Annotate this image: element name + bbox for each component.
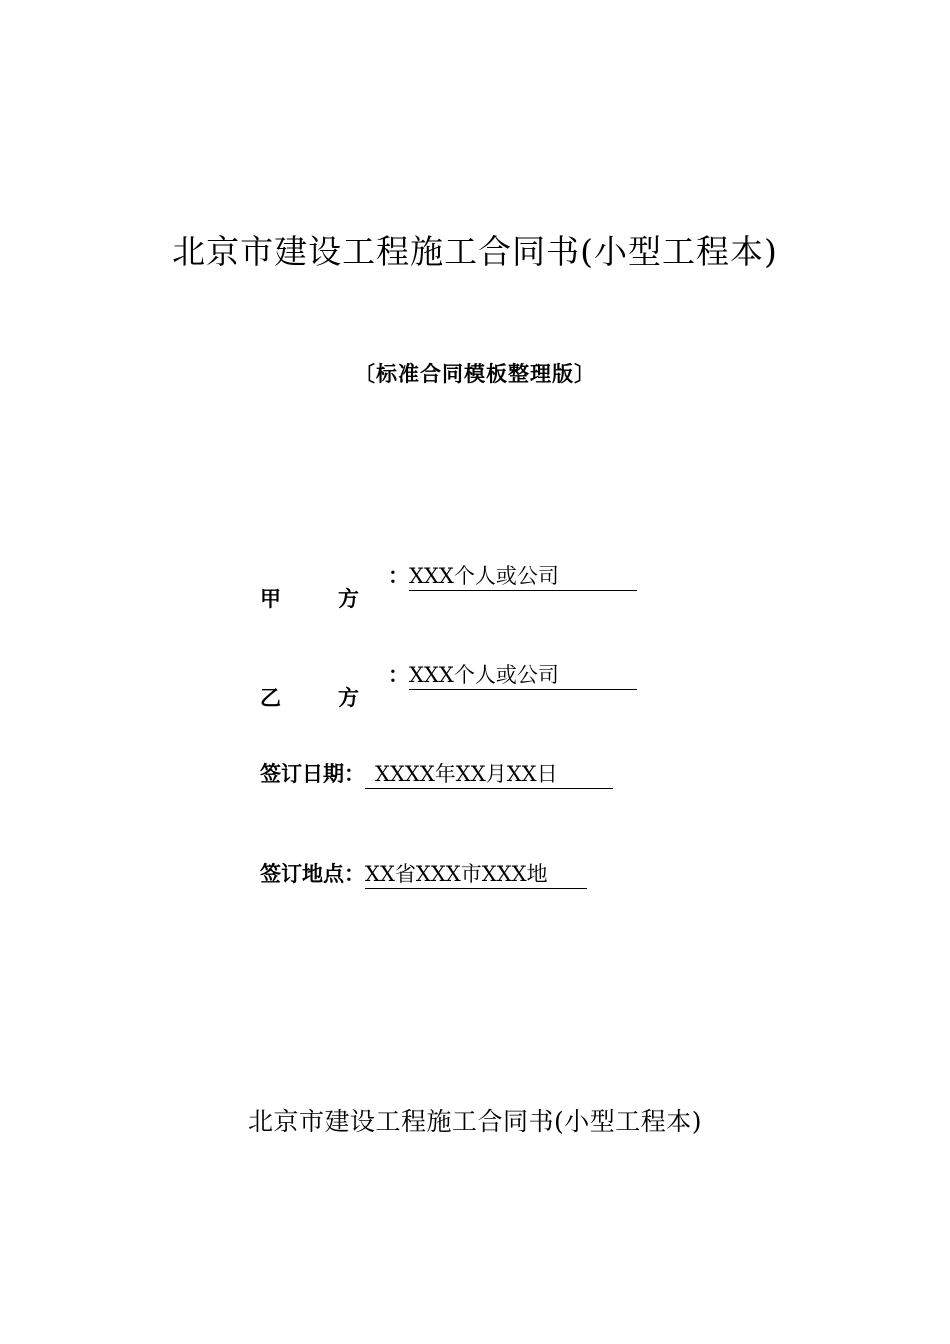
sign-date-field: [260, 758, 613, 790]
party-a-field: [260, 560, 637, 611]
sign-date-value: XXXX年XX月XX日: [365, 760, 613, 789]
party-b-label-char1: 乙: [260, 685, 281, 710]
party-a-label-char2: 方: [338, 586, 359, 611]
party-b-value: XXX个人或公司: [409, 661, 637, 690]
sign-date-colon: ：: [344, 761, 365, 786]
party-b-label-char2: 方: [338, 685, 359, 710]
sign-date-label: 签订日期: [260, 761, 344, 786]
sign-place-label: 签订地点: [260, 861, 344, 886]
party-a-value: XXX个人或公司: [409, 562, 637, 591]
party-b-field: [260, 659, 637, 710]
sign-place-value: XX省XXX市XXX地: [365, 860, 587, 889]
sign-place-colon: ：: [344, 861, 365, 886]
page-subtitle: 〔标准合同模板整理版〕: [354, 361, 596, 386]
sign-place-field: [260, 858, 587, 890]
footer-title: 北京市建设工程施工合同书(小型工程本): [247, 1107, 702, 1136]
party-a-label-char1: 甲: [260, 586, 281, 611]
party-b-colon: ：: [388, 662, 409, 687]
page-title: 北京市建设工程施工合同书(小型工程本): [172, 232, 778, 271]
party-a-colon: ：: [388, 563, 409, 588]
